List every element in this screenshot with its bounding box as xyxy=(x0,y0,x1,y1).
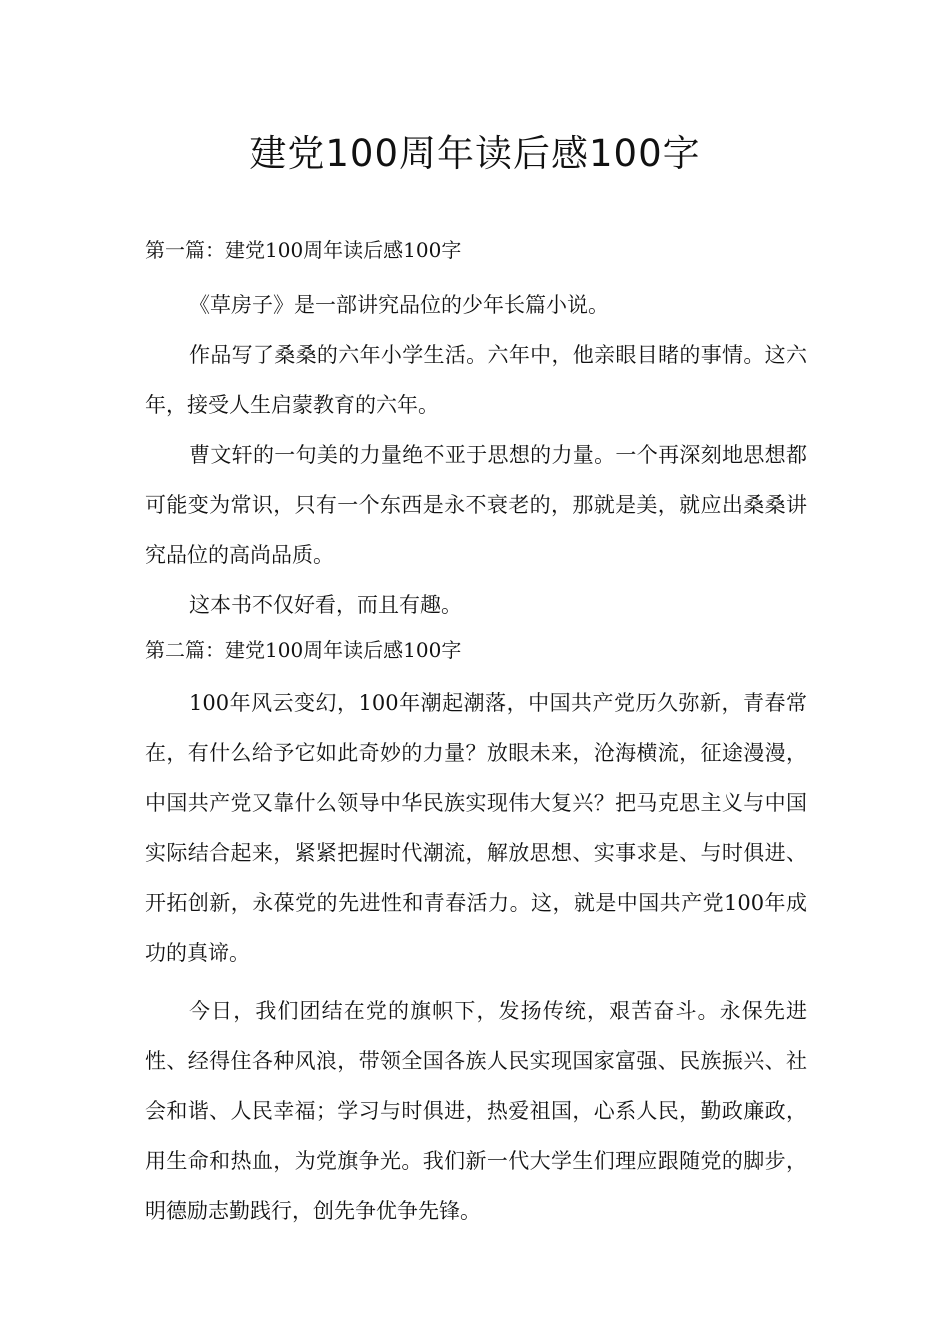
paragraph: 这本书不仅好看，而且有趣。 xyxy=(189,593,462,617)
section-heading-2: 第二篇：建党100周年读后感100字 xyxy=(145,638,462,662)
paragraph: 100年风云变幻，100年潮起潮落，中国共产党历久弥新，青春常在，有什么给予它如此奇妙的力量？放眼未来，沧海横流，征途漫漫，中国共产党又靠什么领导中华民族实现伟大复兴？把马克思主义与中国实际结合起来，紧紧把握时代潮流，解放思想、实事求是、与时俱进、开拓创新，永葆党的先进性和青春活力。这，就是中国共产党100年成功的真谛。 xyxy=(145,691,807,965)
paragraph: 作品写了桑桑的六年小学生活。六年中，他亲眼目睹的事情。这六年，接受人生启蒙教育的六年。 xyxy=(145,343,807,417)
paragraph: 《草房子》是一部讲究品位的少年长篇小说。 xyxy=(189,293,609,317)
paragraph: 今日，我们团结在党的旗帜下，发扬传统，艰苦奋斗。永保先进性、经得住各种风浪，带领全国各族人民实现国家富强、民族振兴、社会和谐、人民幸福；学习与时俱进，热爱祖国，心系人民，勤政廉政，用生命和热血，为党旗争光。我们新一代大学生们理应跟随党的脚步，明德励志勤践行，创先争优争先锋。 xyxy=(145,999,807,1223)
document-title: 建党100周年读后感100字 xyxy=(249,132,701,175)
paragraph: 曹文轩的一句美的力量绝不亚于思想的力量。一个再深刻地思想都可能变为常识，只有一个东西是永不衰老的，那就是美，就应出桑桑讲究品位的高尚品质。 xyxy=(145,443,807,567)
document-body xyxy=(145,232,807,1236)
section-heading-1: 第一篇：建党100周年读后感100字 xyxy=(145,238,462,262)
